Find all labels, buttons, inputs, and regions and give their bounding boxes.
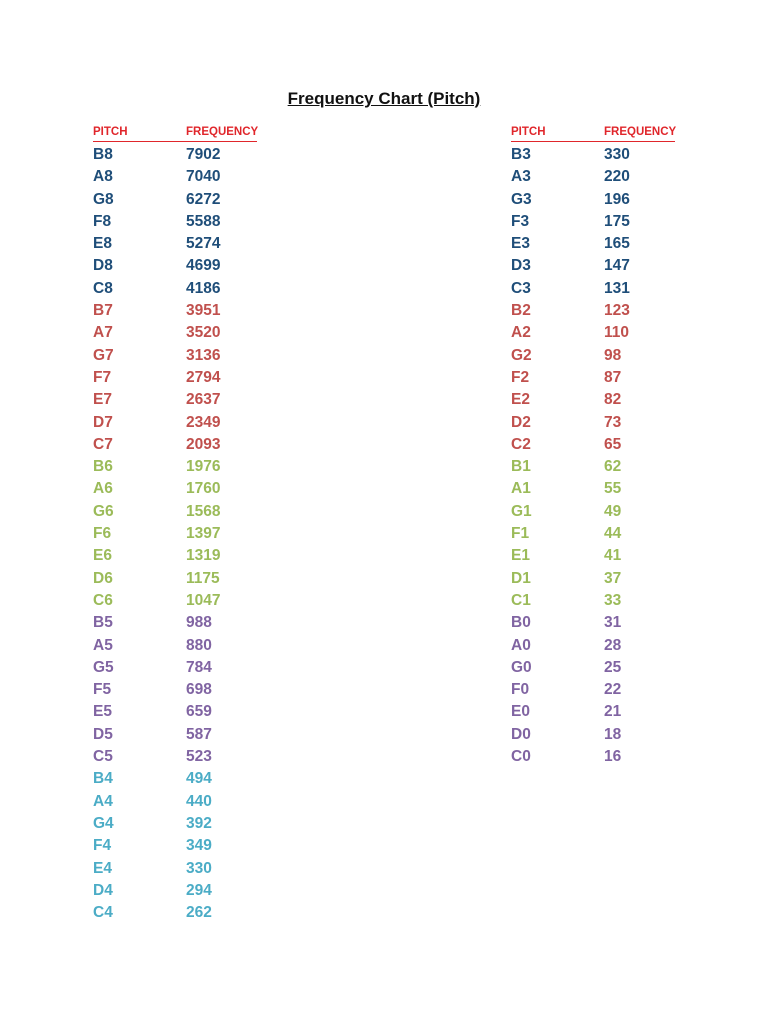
pitch-cell: F5 [93,681,112,699]
pitch-cell: C3 [511,279,531,297]
frequency-cell: 494 [186,770,212,788]
pitch-cell: C2 [511,435,531,453]
pitch-cell: A1 [511,480,531,498]
frequency-cell: 175 [604,212,630,230]
table-row [93,144,263,166]
frequency-cell: 131 [604,279,630,297]
frequency-cell: 587 [186,725,212,743]
table-row [93,768,263,790]
frequency-cell: 44 [604,525,622,543]
frequency-cell: 330 [186,859,212,877]
table-row [511,189,681,211]
frequency-cell: 523 [186,748,212,766]
frequency-table-right [511,126,681,768]
table-row [93,858,263,880]
frequency-cell: 659 [186,703,212,721]
frequency-cell: 1568 [186,502,221,520]
table-row [511,612,681,634]
frequency-cell: 87 [604,368,622,386]
pitch-column-header: PITCH [93,126,128,138]
table-row [93,902,263,924]
pitch-cell: E6 [93,547,112,565]
pitch-cell: B0 [511,614,531,632]
frequency-cell: 98 [604,346,622,364]
pitch-cell: B5 [93,614,113,632]
pitch-cell: F3 [511,212,530,230]
table-row [511,746,681,768]
table-row [93,612,263,634]
table-row [93,189,263,211]
table-row [511,389,681,411]
pitch-cell: F8 [93,212,112,230]
pitch-cell: G3 [511,190,532,208]
pitch-cell: G6 [93,502,114,520]
frequency-cell: 2349 [186,413,221,431]
pitch-cell: C8 [93,279,113,297]
pitch-cell: B6 [93,458,113,476]
pitch-cell: A8 [93,168,113,186]
frequency-cell: 25 [604,658,622,676]
frequency-cell: 4699 [186,257,221,275]
table-row [93,523,263,545]
pitch-cell: D2 [511,413,531,431]
table-row [511,345,681,367]
page-title: Frequency Chart (Pitch) [287,89,481,108]
table-row [511,278,681,300]
frequency-cell: 21 [604,703,622,721]
pitch-cell: G4 [93,814,114,832]
table-row [93,345,263,367]
table-row [511,679,681,701]
frequency-cell: 165 [604,235,630,253]
frequency-cell: 37 [604,569,622,587]
pitch-cell: G5 [93,658,114,676]
table-row [511,322,681,344]
pitch-cell: C0 [511,748,531,766]
frequency-cell: 49 [604,502,622,520]
frequency-cell: 33 [604,591,622,609]
pitch-cell: E2 [511,391,530,409]
frequency-cell: 62 [604,458,622,476]
table-row [93,322,263,344]
pitch-cell: F6 [93,525,112,543]
frequency-cell: 5588 [186,212,221,230]
pitch-cell: D6 [93,569,113,587]
frequency-cell: 16 [604,748,622,766]
table-header [511,126,681,140]
table-row [511,478,681,500]
frequency-cell: 4186 [186,279,221,297]
pitch-cell: B1 [511,458,531,476]
pitch-cell: C5 [93,748,113,766]
table-row [93,679,263,701]
pitch-cell: E1 [511,547,530,565]
table-row [93,657,263,679]
frequency-cell: 31 [604,614,622,632]
pitch-cell: A0 [511,636,531,654]
table-rows [93,144,263,924]
pitch-cell: E7 [93,391,112,409]
frequency-cell: 1976 [186,458,221,476]
pitch-cell: E0 [511,703,530,721]
frequency-cell: 5274 [186,235,221,253]
table-row [511,724,681,746]
table-row [511,657,681,679]
pitch-cell: B8 [93,146,113,163]
pitch-cell: A5 [93,636,113,654]
table-row [93,835,263,857]
table-row [511,211,681,233]
frequency-cell: 988 [186,614,212,632]
pitch-cell: F7 [93,368,112,386]
frequency-cell: 3951 [186,302,221,320]
pitch-cell: D0 [511,725,531,743]
frequency-cell: 262 [186,904,212,922]
frequency-cell: 18 [604,725,622,743]
pitch-cell: F2 [511,368,530,386]
pitch-cell: B3 [511,146,531,163]
frequency-cell: 1319 [186,547,221,565]
frequency-cell: 880 [186,636,212,654]
table-rows [511,144,681,768]
pitch-cell: E8 [93,235,112,253]
frequency-cell: 147 [604,257,630,275]
pitch-cell: A2 [511,324,531,342]
pitch-cell: F4 [93,837,112,855]
pitch-cell: G7 [93,346,114,364]
pitch-cell: D4 [93,881,113,899]
frequency-cell: 2093 [186,435,221,453]
frequency-cell: 41 [604,547,622,565]
pitch-column-header: PITCH [511,126,546,138]
pitch-cell: B2 [511,302,531,320]
table-row [511,166,681,188]
table-row [93,724,263,746]
frequency-cell: 698 [186,681,212,699]
table-row [511,701,681,723]
frequency-cell: 6272 [186,190,221,208]
frequency-cell: 7040 [186,168,221,186]
frequency-cell: 28 [604,636,622,654]
table-row [93,701,263,723]
table-row [93,412,263,434]
table-row [93,568,263,590]
pitch-cell: B7 [93,302,113,320]
table-row [93,456,263,478]
table-row [511,233,681,255]
frequency-column-header: FREQUENCY [186,126,259,138]
frequency-cell: 392 [186,814,212,832]
pitch-cell: C4 [93,904,113,922]
table-row [93,233,263,255]
table-row [511,300,681,322]
table-row [93,434,263,456]
table-row [93,166,263,188]
frequency-cell: 2794 [186,368,221,386]
pitch-cell: A7 [93,324,113,342]
frequency-cell: 123 [604,302,630,320]
table-row [511,255,681,277]
pitch-cell: B4 [93,770,113,788]
pitch-cell: A4 [93,792,113,810]
frequency-cell: 784 [186,658,212,676]
pitch-cell: C6 [93,591,113,609]
frequency-cell: 2637 [186,391,221,409]
table-row [93,791,263,813]
pitch-cell: E3 [511,235,530,253]
table-row [93,545,263,567]
frequency-cell: 7902 [186,146,221,163]
table-row [511,412,681,434]
table-row [511,144,681,166]
pitch-cell: D1 [511,569,531,587]
frequency-cell: 1397 [186,525,221,543]
pitch-cell: D3 [511,257,531,275]
frequency-cell: 3520 [186,324,221,342]
frequency-cell: 1047 [186,591,221,609]
table-row [93,478,263,500]
pitch-cell: D7 [93,413,113,431]
frequency-cell: 55 [604,480,622,498]
pitch-cell: F1 [511,525,530,543]
pitch-cell: G1 [511,502,532,520]
pitch-cell: C1 [511,591,531,609]
frequency-cell: 440 [186,792,212,810]
frequency-cell: 1175 [186,569,220,587]
table-row [511,367,681,389]
pitch-cell: E5 [93,703,112,721]
table-row [93,813,263,835]
table-row [511,501,681,523]
table-row [93,501,263,523]
table-row [93,211,263,233]
pitch-cell: A3 [511,168,531,186]
frequency-cell: 1760 [186,480,221,498]
table-row [93,300,263,322]
table-row [511,456,681,478]
pitch-cell: D8 [93,257,113,275]
pitch-cell: G2 [511,346,532,364]
table-row [511,545,681,567]
pitch-cell: F0 [511,681,530,699]
pitch-cell: G0 [511,658,532,676]
table-row [93,635,263,657]
frequency-cell: 294 [186,881,212,899]
pitch-cell: G8 [93,190,114,208]
table-row [511,590,681,612]
frequency-cell: 3136 [186,346,221,364]
table-header [93,126,263,140]
frequency-cell: 22 [604,681,622,699]
table-row [93,389,263,411]
table-row [511,635,681,657]
table-row [93,255,263,277]
frequency-cell: 196 [604,190,630,208]
pitch-cell: E4 [93,859,112,877]
frequency-column-header: FREQUENCY [604,126,677,138]
frequency-cell: 65 [604,435,622,453]
frequency-cell: 349 [186,837,212,855]
pitch-cell: D5 [93,725,113,743]
table-row [93,880,263,902]
frequency-cell: 82 [604,391,622,409]
frequency-cell: 220 [604,168,630,186]
frequency-table-left [93,126,263,924]
table-row [93,590,263,612]
frequency-cell: 330 [604,146,630,163]
table-row [511,568,681,590]
pitch-cell: A6 [93,480,113,498]
table-row [93,367,263,389]
pitch-cell: C7 [93,435,113,453]
frequency-cell: 110 [604,324,630,342]
table-row [511,434,681,456]
table-row [93,746,263,768]
table-row [93,278,263,300]
frequency-cell: 73 [604,413,622,431]
table-row [511,523,681,545]
